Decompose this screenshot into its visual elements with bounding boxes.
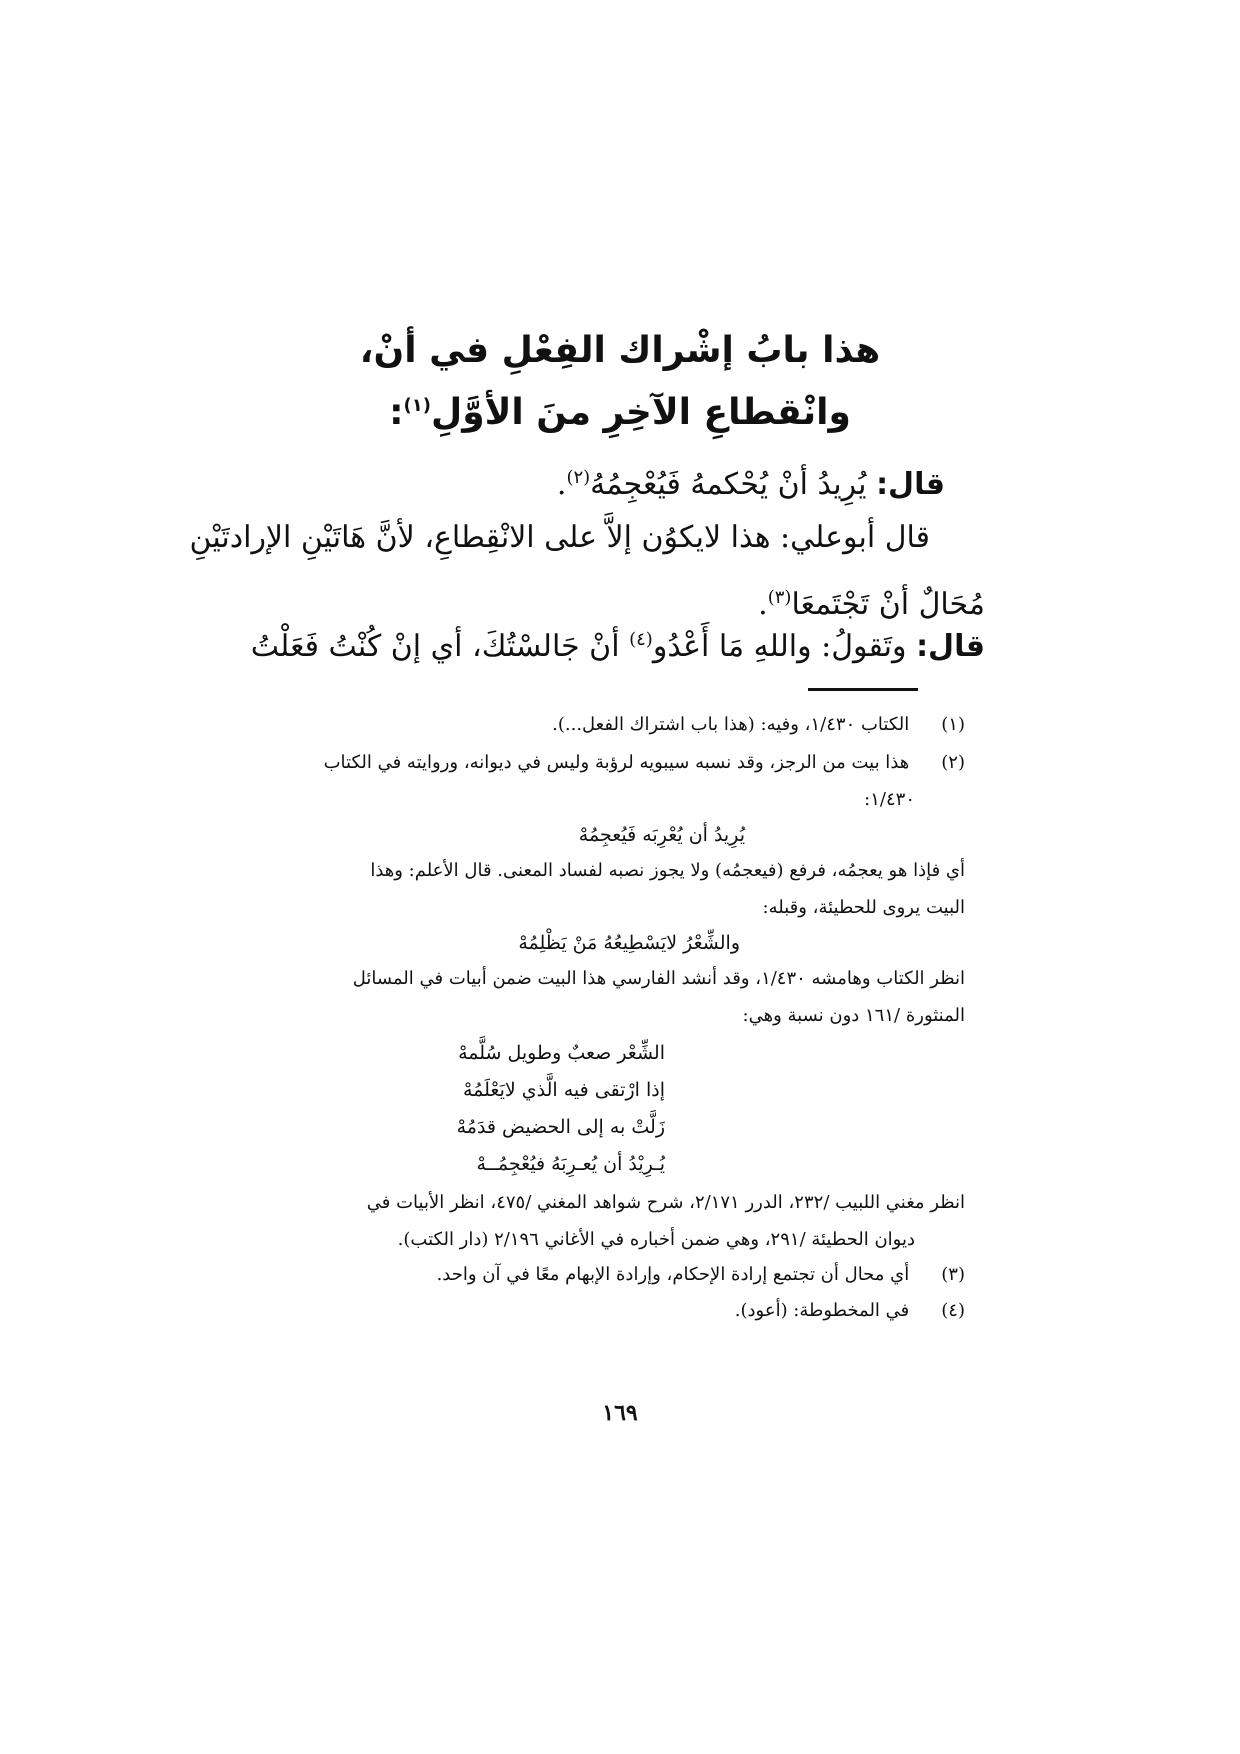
main-line-1-text: يُرِيدُ أنْ يُحْكمهُ فَيُعْجِمُهُ bbox=[590, 467, 867, 502]
main-line-3-end: . bbox=[758, 587, 768, 622]
footnote-1 bbox=[265, 712, 965, 738]
footnote-2-verse-2: والشِّعْرُ لايَسْطِيعُهُ مَنْ يَظْلِمُهْ bbox=[518, 932, 740, 954]
poem-line-1: الشِّعْر صعبٌ وطويل سُلَّمهْ bbox=[458, 1042, 665, 1064]
footnote-2-verse-1: يُرِيدُ أن يُعْرِبَه فَيُعجِمُهْ bbox=[578, 824, 745, 846]
main-line-4 bbox=[215, 620, 985, 667]
poem-line-3: زَلَّتْ به إلى الحضيض قدَمُهْ bbox=[456, 1116, 665, 1138]
footnote-2-number: (٢) bbox=[941, 752, 965, 773]
chapter-title-line-2 bbox=[0, 392, 1240, 433]
poem-line-2: إذا ارْتقى فيه الَّذي لايَعْلَمُهْ bbox=[462, 1079, 665, 1101]
footnote-4-text: في المخطوطة: (أعود). bbox=[734, 1300, 910, 1321]
qala-label-2: قال: bbox=[916, 629, 985, 664]
footnote-2-text-a: هذا بيت من الرجز، وقد نسبه سيبويه لرؤبة وليس في ديوانه، وروايته في الكتاب bbox=[323, 752, 910, 773]
footnote-4-number: (٤) bbox=[941, 1300, 965, 1321]
footnote-2-text-d: البيت يروى للحطيئة، وقبله: bbox=[762, 897, 965, 918]
footnote-2-text-e: انظر الكتاب وهامشه ١/٤٣٠، وقد أنشد الفارسي هذا البيت ضمن أبيات في المسائل bbox=[352, 968, 965, 989]
footnote-3-text: أي محال أن تجتمع إرادة الإحكام، وإرادة الإبهام معًا في آن واحد. bbox=[436, 1264, 910, 1285]
main-line-3-text: مُحَالٌ أنْ تَجْتَمعَا bbox=[791, 587, 985, 622]
main-line-4-text-a: وتَقولُ: واللهِ مَا أَعْدُو bbox=[652, 629, 907, 664]
footnote-1-text: الكتاب ١/٤٣٠، وفيه: (هذا باب اشتراك الفعل...). bbox=[552, 714, 910, 735]
qala-label: قال: bbox=[876, 467, 945, 502]
chapter-title-line-2-end: : bbox=[389, 392, 404, 433]
chapter-title-line-1: هذا بابُ إشْراك الفِعْلِ في أنْ، bbox=[359, 330, 881, 371]
footnote-2-text-b: ١/٤٣٠: bbox=[864, 789, 915, 810]
footnote-separator bbox=[808, 688, 918, 691]
chapter-title-line-2-text: وانْقطاعِ الآخِرِ منَ الأوَّلِ bbox=[431, 392, 851, 433]
footnote-ref-2: (٢) bbox=[566, 467, 591, 488]
footnote-2-text-g: انظر مغني اللبيب /٢٣٢، الدرر ٢/١٧١، شرح شواهد المغني /٤٧٥، انظر الأبيات في bbox=[366, 1192, 965, 1213]
footnote-4 bbox=[265, 1298, 965, 1324]
main-line-2: قال أبوعلي: هذا لايكوُن إلاَّ على الانْقِطاعِ، لأنَّ هَاتَيْنِ الإرادتَيْنِ bbox=[189, 520, 930, 555]
footnote-ref-3: (٣) bbox=[767, 587, 792, 608]
footnote-ref-4: (٤) bbox=[629, 629, 653, 650]
poem-line-4: يُـرِيْدُ أن يُعـرِبَهُ فيُعْجِمُــهْ bbox=[476, 1153, 665, 1175]
footnote-ref-1: (١) bbox=[403, 395, 431, 416]
footnote-2-text-f: المنثورة /١٦١ دون نسبة وهي: bbox=[742, 1005, 965, 1026]
main-line-1 bbox=[225, 458, 945, 505]
footnote-1-number: (١) bbox=[941, 714, 965, 735]
footnote-3-number: (٣) bbox=[941, 1264, 965, 1285]
footnote-2 bbox=[265, 750, 965, 776]
main-line-1-end: . bbox=[556, 467, 567, 502]
footnote-2-text-h: ديوان الحطيئة /٢٩١، وهي ضمن أخباره في الأغاني ٢/١٩٦ (دار الكتب). bbox=[397, 1229, 915, 1250]
page-number: ١٦٩ bbox=[602, 1400, 638, 1426]
main-line-4-text-b: أنْ جَالسْتُكَ، أي إنْ كُنْتُ فَعَلْتُ bbox=[250, 629, 620, 664]
footnote-2-text-c: أي فإذا هو يعجمُه، فرفع (فيعجمُه) ولا يجوز نصبه لفساد المعنى. قال الأعلم: وهذا bbox=[370, 860, 965, 881]
footnote-3 bbox=[265, 1262, 965, 1288]
main-line-3 bbox=[265, 578, 985, 625]
